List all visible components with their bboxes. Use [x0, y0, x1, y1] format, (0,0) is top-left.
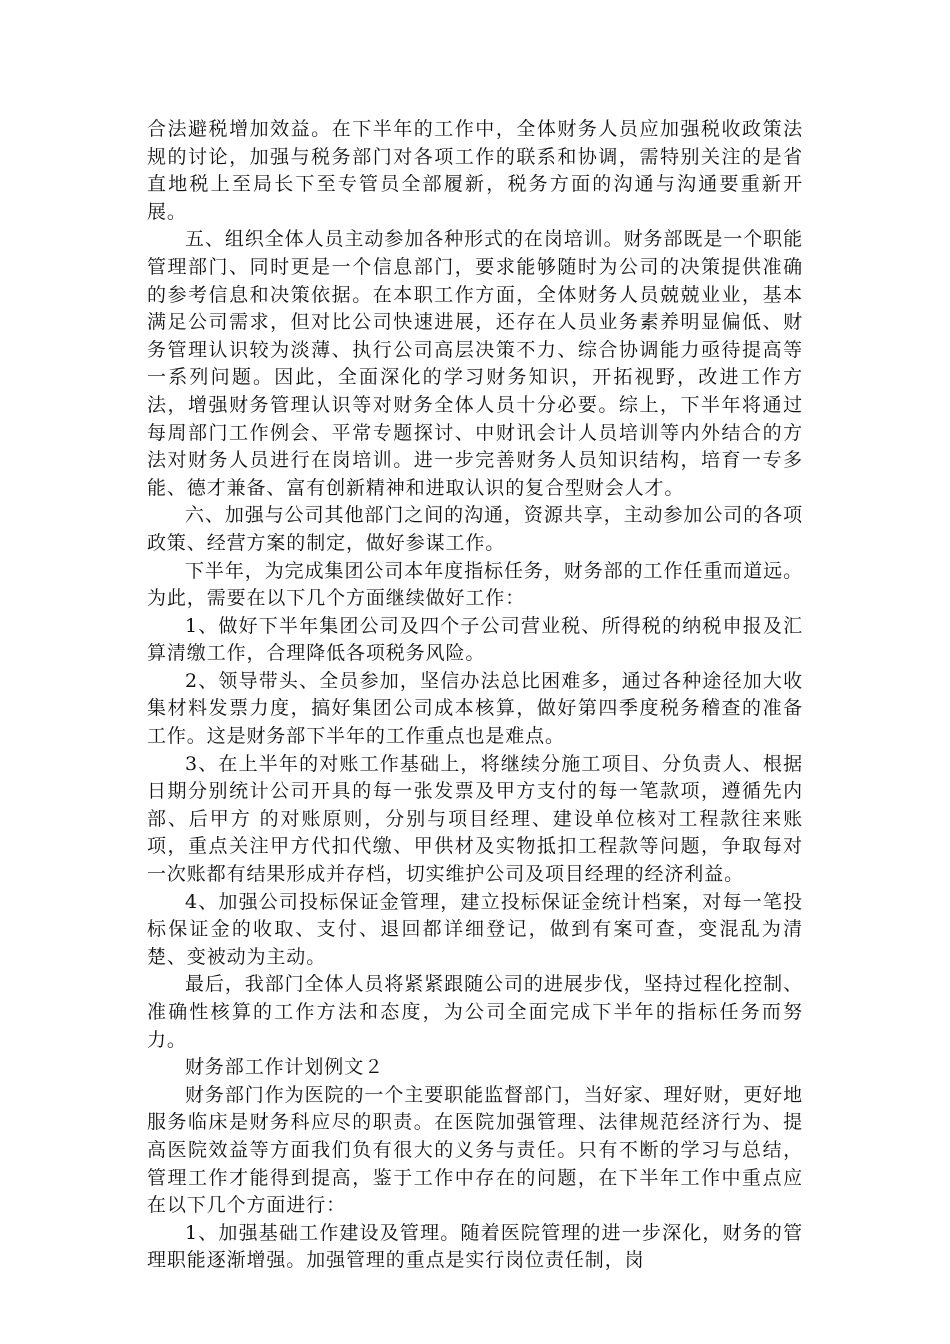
paragraph-task-4: 4、加强公司投标保证金管理，建立投标保证金统计档案，对每一笔投标保证金的收取、支付、退回都详细登记，做到有案可查，变混乱为清楚、变被动为主动。: [147, 890, 803, 968]
paragraph-task-2: 2、领导带头、全员参加，坚信办法总比困难多，通过各种途径加大收集材料发票力度，搞好集团公司成本核算，做好第四季度税务稽查的准备工作。这是财务部下半年的工作重点也是难点。: [147, 669, 803, 748]
paragraph-hospital-intro: 财务部门作为医院的一个主要职能监督部门，当好家、理好财，更好地服务临床是财务科应尽的职责。在医院加强管理、法律规范经济行为、提高医院效益等方面我们负有很大的义务与责任。只有不断的学习与总结，管理工作才能得到提高，鉴于工作中存在的问题，在下半年工作中重点应在以下几个方面进行：: [147, 1083, 803, 1217]
paragraph-item-six-communication: 六、加强与公司其他部门之间的沟通，资源共享，主动参加公司的各项政策、经营方案的制定，做好参谋工作。: [147, 504, 803, 554]
paragraph-tax-continuation: 合法避税增加效益。在下半年的工作中，全体财务人员应加强税收政策法规的讨论，加强与税务部门对各项工作的联系和协调，需特别关注的是省直地税上至局长下至专管员全部履新，税务方面的沟通与沟通要重新开展。: [147, 118, 803, 223]
paragraph-hospital-item-1: 1、加强基础工作建设及管理。随着医院管理的进一步深化，财务的管理职能逐渐增强。加强管理的重点是实行岗位责任制，岗: [147, 1221, 803, 1272]
paragraph-second-half-intro: 下半年，为完成集团公司本年度指标任务，财务部的工作任重而道远。为此，需要在以下几个方面继续做好工作：: [147, 559, 803, 610]
document-body: [147, 116, 803, 1275]
paragraph-task-3: 3、在上半年的对账工作基础上，将继续分施工项目、分负责人、根据日期分别统计公司开具的每一张发票及甲方支付的每一笔款项，遵循先内部、后甲方 的对账原则，分别与项目经理、建设单位核对工程款往来账项，重点关注甲方代扣代缴、甲供材及实物抵扣工程款等问题，争取每对一次账都有结果形成并存档，切实维护公司及项目经理的经济利益。: [147, 752, 803, 886]
paragraph-conclusion: 最后，我部门全体人员将紧紧跟随公司的进展步伐，坚持过程化控制、准确性核算的工作方法和态度，为公司全面完成下半年的指标任务而努力。: [147, 973, 803, 1051]
paragraph-task-1: 1、做好下半年集团公司及四个子公司营业税、所得税的纳税申报及汇算清缴工作，合理降低各项税务风险。: [147, 614, 803, 665]
paragraph-item-five-training: 五、组织全体人员主动参加各种形式的在岗培训。财务部既是一个职能管理部门、同时更是一个信息部门，要求能够随时为公司的决策提供准确的参考信息和决策依据。在本职工作方面，全体财务人员兢兢业业，基本满足公司需求，但对比公司快速进展，还存在人员业务素养明显偏低、财务管理认识较为淡薄、执行公司高层决策不力、综合协调能力亟待提高等一系列问题。因此，全面深化的学习财务知识，开拓视野，改进工作方法，增强财务管理认识等对财务全体人员十分必要。综上，下半年将通过每周部门工作例会、平常专题探讨、中财讯会计人员培训等内外结合的方法对财务人员进行在岗培训。进一步完善财务人员知识结构，培育一专多能、德才兼备、富有创新精神和进取认识的复合型财会人才。: [147, 228, 803, 499]
section-heading-example-2: 财务部工作计划例文２: [185, 1056, 385, 1079]
